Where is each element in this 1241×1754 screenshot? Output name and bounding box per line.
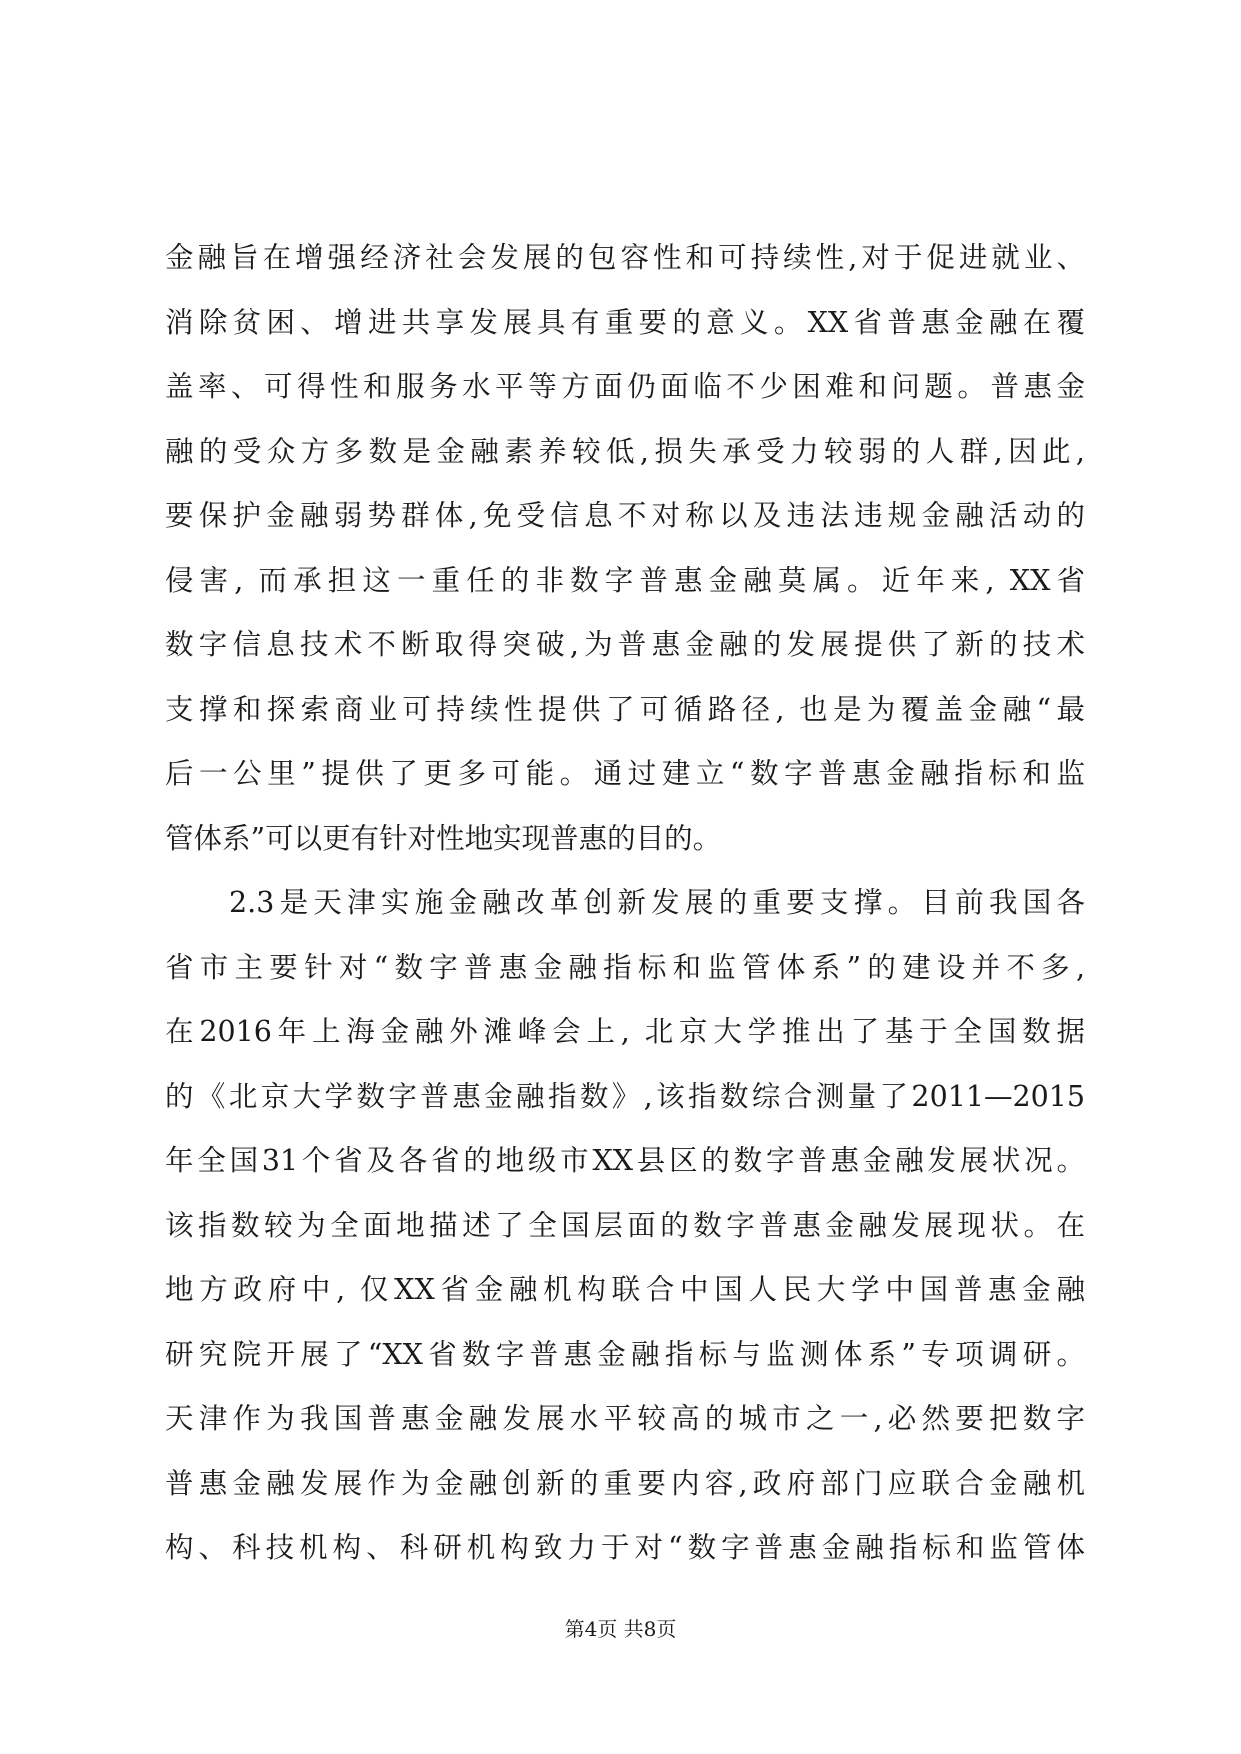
text-line: 盖率、可得性和服务水平等方面仍面临不少困难和问题。普惠金 <box>165 370 1085 403</box>
text-line: 普惠金融发展作为金融创新的重要内容,政府部门应联合金融机 <box>165 1466 1085 1500</box>
text-line: 省市主要针对“数字普惠金融指标和监管体系”的建设并不多, <box>165 950 1085 984</box>
text-line: 年全国31个省及各省的地级市XX县区的数字普惠金融发展状况。 <box>165 1144 1085 1177</box>
page-footer <box>0 1614 1241 1644</box>
text-line: 数字信息技术不断取得突破,为普惠金融的发展提供了新的技术 <box>165 628 1085 661</box>
page-number: 第4页 共8页 <box>564 1617 677 1641</box>
text-line: 的《北京大学数字普惠金融指数》,该指数综合测量了2011—2015 <box>165 1079 1085 1113</box>
text-line: 金融旨在增强经济社会发展的包容性和可持续性,对于促进就业、 <box>165 241 1085 274</box>
text-line: 后一公里”提供了更多可能。通过建立“数字普惠金融指标和监 <box>165 757 1085 790</box>
text-line: 地方政府中, 仅XX省金融机构联合中国人民大学中国普惠金融 <box>165 1273 1085 1306</box>
paragraph-1 <box>165 226 1085 871</box>
text-line: 构、科技机构、科研机构致力于对“数字普惠金融指标和监管体 <box>165 1531 1085 1564</box>
text-line: 消除贫困、增进共享发展具有重要的意义。XX省普惠金融在覆 <box>165 305 1085 339</box>
text-line: 该指数较为全面地描述了全国层面的数字普惠金融发展现状。在 <box>165 1208 1085 1242</box>
text-line: 研究院开展了“XX省数字普惠金融指标与监测体系”专项调研。 <box>165 1337 1085 1371</box>
text-line: 2.3是天津实施金融改革创新发展的重要支撑。目前我国各 <box>229 886 1085 919</box>
text-line: 要保护金融弱势群体,免受信息不对称以及违法违规金融活动的 <box>165 499 1085 532</box>
text-line: 融的受众方多数是金融素养较低,损失承受力较弱的人群,因此, <box>165 434 1085 468</box>
text-line: 管体系”可以更有针对性地实现普惠的目的。 <box>165 821 722 855</box>
paragraph-2 <box>165 871 1085 1581</box>
text-line: 天津作为我国普惠金融发展水平较高的城市之一,必然要把数字 <box>165 1402 1085 1435</box>
body-text <box>165 226 1085 1581</box>
text-line: 支撑和探索商业可持续性提供了可循路径, 也是为覆盖金融“最 <box>165 692 1085 726</box>
text-line: 侵害, 而承担这一重任的非数字普惠金融莫属。近年来, XX省 <box>165 563 1085 597</box>
text-line: 在2016年上海金融外滩峰会上, 北京大学推出了基于全国数据 <box>165 1015 1085 1048</box>
